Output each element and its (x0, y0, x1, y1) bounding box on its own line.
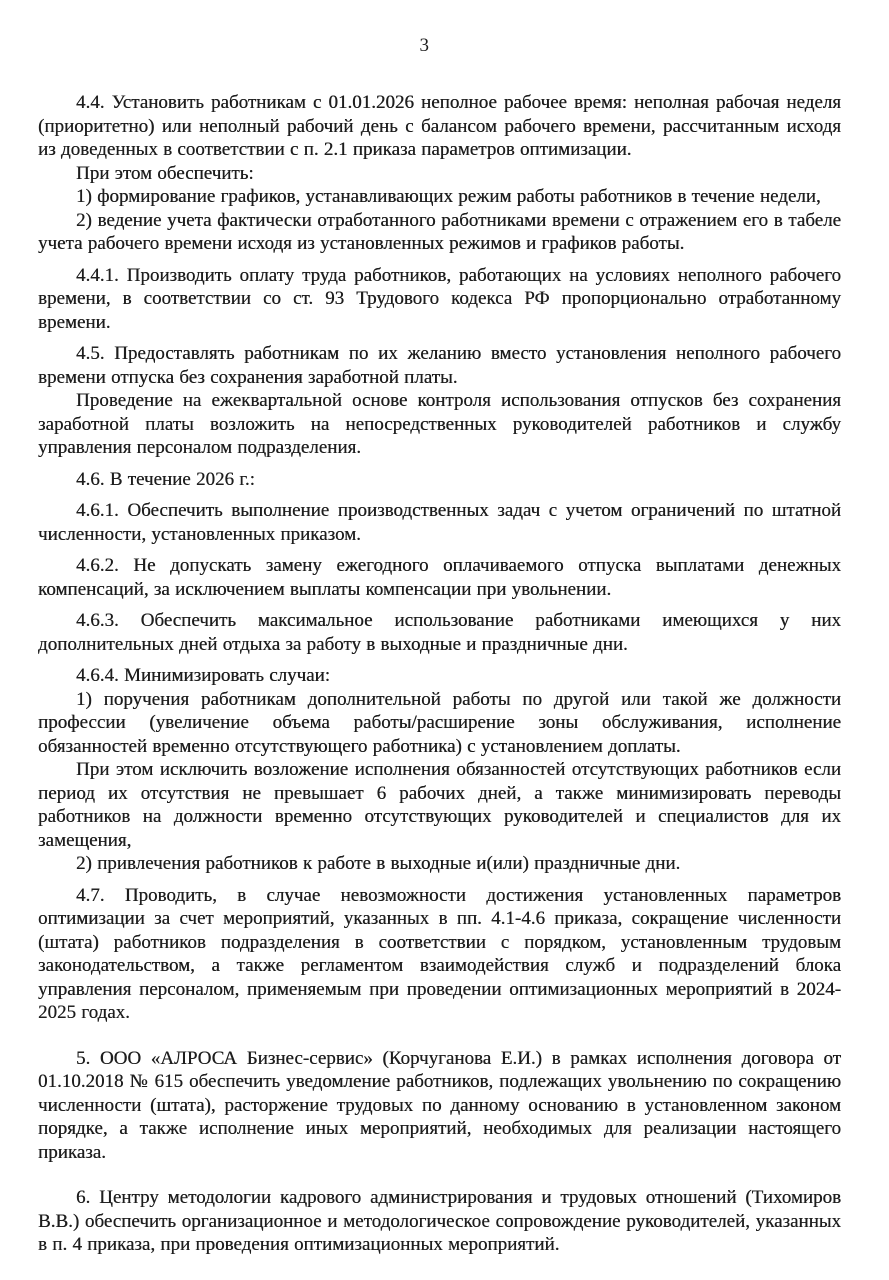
paragraph-pri-etom-2: При этом исключить возложение исполнения обязанностей отсутствующих работников если период их отсутствия не превышает 6 рабочих дней, а также минимизировать переводы работников на должности временно отсутствующих руководителей и специалистов для их замещения, (38, 759, 841, 851)
paragraph-4-6-1: 4.6.1. Обеспечить выполнение производственных задач с учетом ограничений по штатной численности, установленных приказом. (38, 500, 841, 545)
paragraph-4-4-1: 4.4.1. Производить оплату труда работников, работающих на условиях неполного рабочего времени, в соответствии со ст. 93 Трудового кодекса РФ пропорционально отработанному времени. (38, 264, 841, 333)
paragraph-4-6-2: 4.6.2. Не допускать замену ежегодного оплачиваемого отпуска выплатами денежных компенсаций, за исключением выплаты компенсации при увольнении. (38, 555, 841, 600)
paragraph-list-item-2: 2) ведение учета фактически отработанного работниками времени с отражением его в табеле учета рабочего времени исходя из установленных режимов и графиков работы. (38, 209, 841, 254)
paragraph-4-6-4: 4.6.4. Минимизировать случаи: (76, 665, 330, 686)
paragraph-4-7: 4.7. Проводить, в случае невозможности достижения установленных параметров оптимизации за счет мероприятий, указанных в пп. 4.1-4.6 приказа, сокращение численности (штата) работников подразделения в соответствии с порядком, установленным трудовым законодательством, а также регламентом взаимодействия служб и подразделений блока управления персоналом, применяемым при проведении оптимизационных мероприятий в 2024-2025 годах. (38, 884, 841, 1023)
page-number: 3 (419, 35, 430, 56)
paragraph-6: 6. Центру методологии кадрового администрирования и трудовых отношений (Тихомиров В.В.) обеспечить организационное и методологическое сопровождение руководителей, указанных в п. 4 приказа, при проведения оптимизационных мероприятий. (38, 1187, 841, 1255)
paragraph-list-item-2b: 2) привлечения работников к работе в выходные и(или) праздничные дни. (76, 853, 681, 874)
document-body (38, 91, 841, 1257)
paragraph-5: 5. ООО «АЛРОСА Бизнес-сервис» (Корчуганова Е.И.) в рамках исполнения договора от 01.10.2018 № 615 обеспечить уведомление работников, подлежащих увольнению по сокращению численности (штата), расторжение трудовых по данному основанию в установленном законом порядке, а также исполнение иных мероприятий, необходимых для реализации настоящего приказа. (38, 1047, 841, 1163)
paragraph-4-4: 4.4. Установить работникам с 01.01.2026 неполное рабочее время: неполная рабочая неделя (приоритетно) или неполный рабочий день с балансом рабочего времени, рассчитанным исходя из доведенных в соответствии с п. 2.1 приказа параметров оптимизации. (38, 92, 841, 160)
paragraph-provedenie: Проведение на ежеквартальной основе контроля использования отпусков без сохранения заработной платы возложить на непосредственных руководителей работников и службу управления персоналом подразделения. (38, 390, 841, 458)
paragraph-list-item-1b: 1) поручения работникам дополнительной работы по другой или такой же должности профессии (увеличение объема работы/расширение зоны обслуживания, исполнение обязанностей временно отсутствующего работника) с установлением доплаты. (38, 688, 841, 757)
paragraph-list-item-1: 1) формирование графиков, устанавливающих режим работы работников в течение недели, (76, 186, 821, 207)
paragraph-4-6-3: 4.6.3. Обеспечить максимальное использование работниками имеющихся у них дополнительных дней отдыха за работу в выходные и праздничные дни. (38, 610, 841, 655)
paragraph-pri-etom: При этом обеспечить: (76, 162, 254, 184)
paragraph-4-5: 4.5. Предоставлять работникам по их желанию вместо установления неполного рабочего времени отпуска без сохранения заработной платы. (38, 343, 841, 388)
paragraph-4-6: 4.6. В течение 2026 г.: (76, 468, 255, 490)
